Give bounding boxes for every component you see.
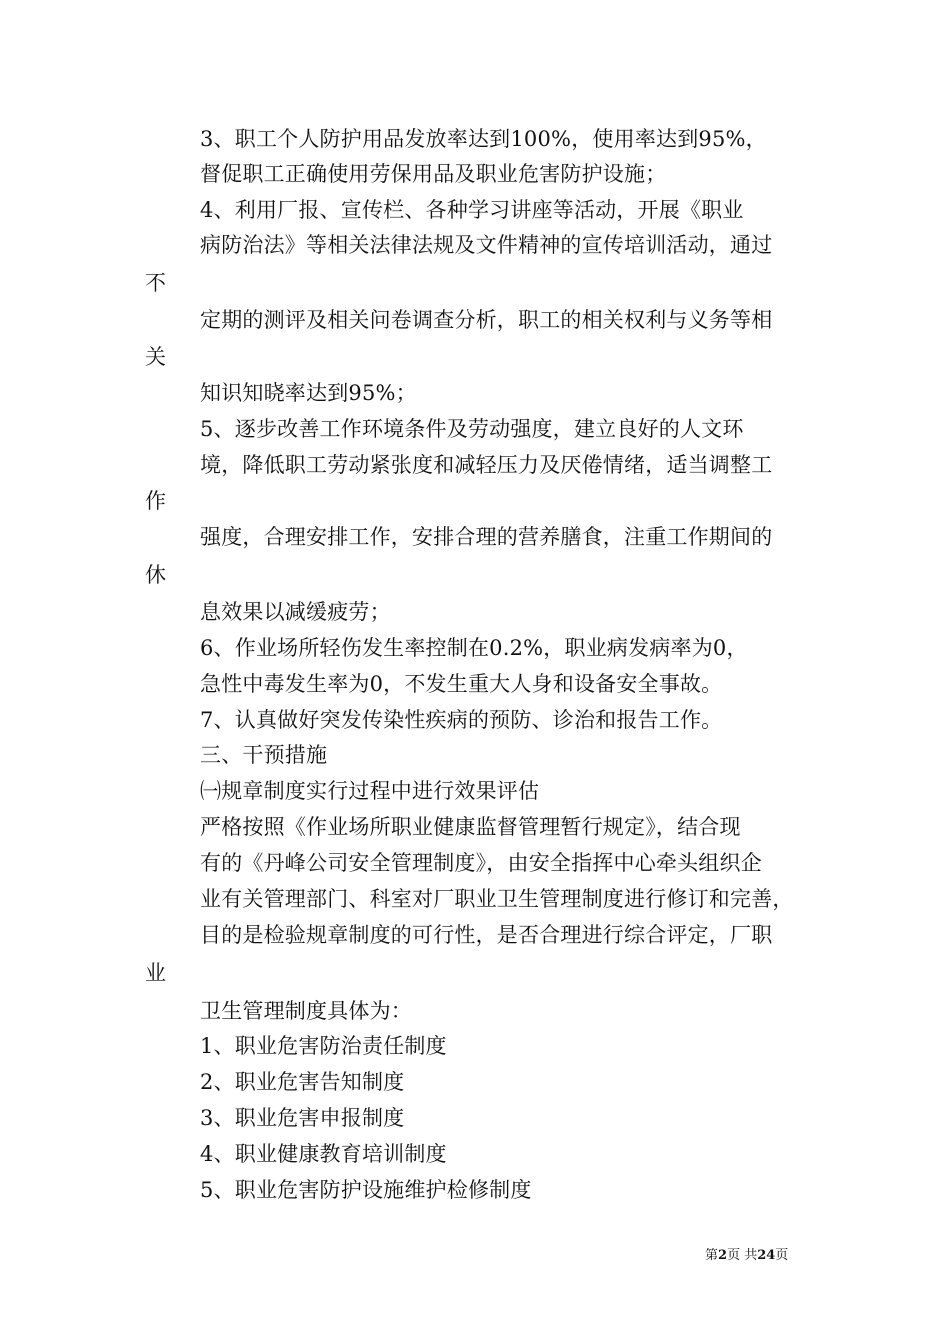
text-line: 业有关管理部门、科室对厂职业卫生管理制度进行修订和完善， — [200, 887, 794, 911]
text-line: 不 — [145, 271, 167, 295]
text-line: 7、认真做好突发传染性疾病的预防、诊治和报告工作。 — [200, 708, 723, 732]
text-line: 有的《丹峰公司安全管理制度》，由安全指挥中心牵头组织企 — [200, 851, 762, 875]
text-line: 休 — [145, 563, 167, 587]
text-line: 3、职工个人防护用品发放率达到100%，使用率达到95%， — [200, 127, 767, 151]
page-footer — [705, 1248, 788, 1264]
list-item: 2、职业危害告知制度 — [200, 1070, 405, 1094]
text-line: 4、利用厂报、宣传栏、各种学习讲座等活动，开展《职业 — [200, 198, 744, 222]
text-line: 急性中毒发生率为0，不发生重大人身和设备安全事故。 — [200, 672, 723, 696]
text-line: 知识知晓率达到95%； — [200, 381, 417, 405]
text-line: 5、逐步改善工作环境条件及劳动强度，建立良好的人文环 — [200, 417, 744, 441]
text-line: 病防治法》等相关法律法规及文件精神的宣传培训活动，通过 — [200, 233, 773, 257]
footer-middle: 页 共 — [727, 1248, 758, 1263]
text-line: 关 — [145, 345, 167, 369]
text-line: 息效果以减缓疲劳； — [200, 600, 391, 624]
text-line: 严格按照《作业场所职业健康监督管理暂行规定》，结合现 — [200, 815, 741, 839]
text-line: 作 — [145, 489, 167, 513]
text-line: 境，降低职工劳动紧张度和减轻压力及厌倦情绪，适当调整工 — [200, 453, 773, 477]
text-line: 强度，合理安排工作，安排合理的营养膳食，注重工作期间的 — [200, 525, 773, 549]
list-item: 1、职业危害防治责任制度 — [200, 1034, 447, 1058]
footer-prefix: 第 — [705, 1248, 719, 1263]
section-heading: 三、干预措施 — [200, 743, 328, 767]
footer-suffix: 页 — [775, 1248, 789, 1263]
current-page-number: 2 — [718, 1248, 728, 1263]
list-item: 4、职业健康教育培训制度 — [200, 1142, 447, 1166]
text-line: 6、作业场所轻伤发生率控制在0.2%，职业病发病率为0， — [200, 636, 748, 660]
text-line: 定期的测评及相关问卷调查分析，职工的相关权利与义务等相 — [200, 308, 773, 332]
total-pages-number: 24 — [757, 1248, 776, 1263]
text-line: 卫生管理制度具体为： — [200, 999, 412, 1023]
subsection-heading: ㈠规章制度实行过程中进行效果评估 — [200, 779, 540, 803]
text-line: 业 — [145, 961, 167, 985]
text-line: 督促职工正确使用劳保用品及职业危害防护设施； — [200, 162, 667, 186]
text-line: 目的是检验规章制度的可行性，是否合理进行综合评定，厂职 — [200, 923, 773, 947]
list-item: 5、职业危害防护设施维护检修制度 — [200, 1178, 532, 1202]
list-item: 3、职业危害申报制度 — [200, 1106, 405, 1130]
